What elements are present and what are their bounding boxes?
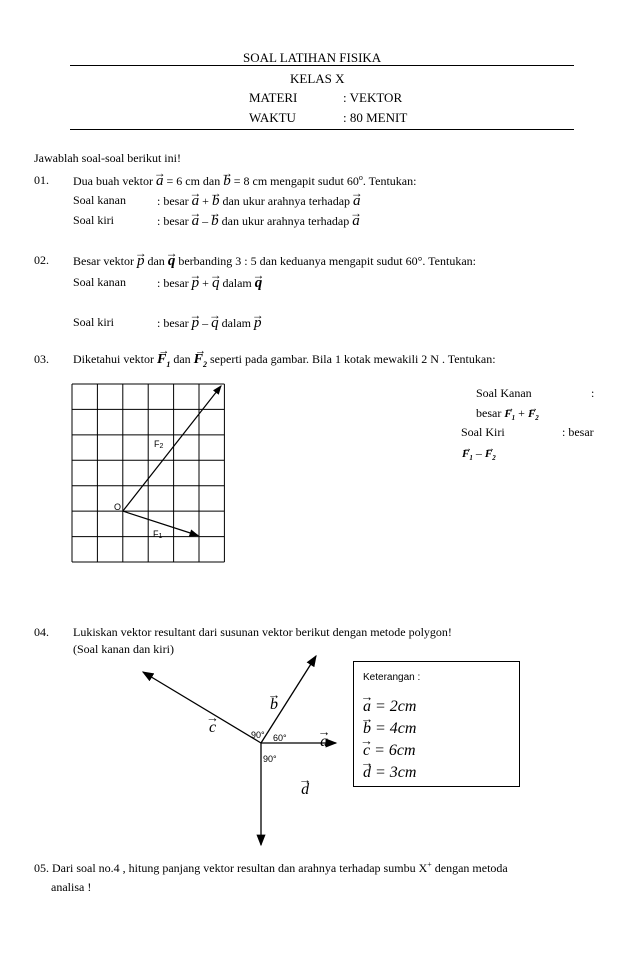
plus-sign: + xyxy=(202,194,209,208)
q3-post: seperti pada gambar. Bila 1 kotak mewakili 2 N . Tentukan: xyxy=(210,352,496,366)
keterangan-item-c: → c = 6cm xyxy=(363,743,416,759)
q5-line1: 05. Dari soal no.4 , hitung panjang vektor resultan dan arahnya terhadap sumbu X+ dengan metoda xyxy=(34,860,508,875)
q3-pre: Diketahui vektor xyxy=(73,352,154,366)
page-title: SOAL LATIHAN FISIKA xyxy=(243,50,382,65)
q3-kiri-label: Soal Kiri xyxy=(461,425,505,439)
vector-c-arrow xyxy=(143,672,261,743)
q2-number: 02. xyxy=(34,253,49,267)
q2-kanan-mid: dalam xyxy=(222,276,252,290)
q2-kanan-pre: : besar xyxy=(157,276,189,290)
waktu-value: : 80 MENIT xyxy=(343,110,408,125)
q2-kiri-mid: dalam xyxy=(221,316,251,330)
f1-label: F1 xyxy=(153,529,163,540)
keterangan-box xyxy=(353,661,520,787)
keterangan-title: Keterangan : xyxy=(363,672,421,683)
vector-f2: → $F_2$ xyxy=(194,353,207,369)
vector-f2-arrow xyxy=(123,386,221,511)
q1-kiri-pre: : besar xyxy=(157,214,189,228)
minus-sign: – xyxy=(202,316,209,330)
vector-a: → a xyxy=(352,214,360,229)
vector-p: → p xyxy=(254,316,262,331)
q2-pre: Besar vektor xyxy=(73,254,134,268)
plus-sign: + xyxy=(202,276,209,290)
label-vector-c: → c xyxy=(209,720,216,736)
q3-kiri-besar: : besar xyxy=(562,425,594,439)
vector-a: → a xyxy=(192,214,200,229)
vector-a: → a xyxy=(353,194,361,209)
angle-ba-label: 60° xyxy=(273,733,287,743)
q4-text: Lukiskan vektor resultant dari susunan vektor berikut dengan metode polygon! xyxy=(73,625,452,639)
q3-kanan-colon: : xyxy=(591,386,595,400)
vector-q: → q xyxy=(211,316,219,331)
vector-b: → b xyxy=(223,174,231,189)
q3-number: 03. xyxy=(34,352,49,366)
q4-number: 04. xyxy=(34,625,49,639)
materi-value: : VEKTOR xyxy=(343,90,403,105)
vector-f1-arrow xyxy=(123,511,198,535)
q2-dan: dan xyxy=(147,254,165,268)
q2-kiri-label: Soal kiri xyxy=(73,315,114,329)
vector-q: → q xyxy=(255,276,263,291)
q4-sub: (Soal kanan dan kiri) xyxy=(73,642,174,656)
q2-kiri-pre: : besar xyxy=(157,316,189,330)
q3-kanan-text: besar → $F_1$ + → $F_2$ xyxy=(476,407,539,422)
degree-sup: o xyxy=(358,173,363,182)
q1-a-val: = 6 cm dan xyxy=(166,174,221,188)
instruction: Jawablah soal-soal berikut ini! xyxy=(34,151,181,165)
label-vector-d: → d xyxy=(301,782,309,798)
vector-a: → a xyxy=(192,194,200,209)
vector-b: → b xyxy=(212,194,220,209)
q1-pre: Dua buah vektor xyxy=(73,174,153,188)
q1-kanan-mid: dan ukur arahnya terhadap xyxy=(222,194,351,208)
materi-label: MATERI xyxy=(249,90,298,105)
vector-p: → p xyxy=(137,254,145,269)
vector-b: → b xyxy=(211,214,219,229)
f2-label: F2 xyxy=(154,439,164,450)
q1-kanan-pre: : besar xyxy=(157,194,189,208)
q3-kanan-besar: besar xyxy=(476,406,502,420)
vector-a: → a xyxy=(156,174,164,189)
q2-kanan-label: Soal kanan xyxy=(73,275,126,289)
kelas-label: KELAS X xyxy=(290,71,345,86)
q1-post: . Tentukan: xyxy=(362,174,417,188)
q1-kiri-label: Soal kiri xyxy=(73,213,114,227)
label-vector-b: → b xyxy=(270,697,278,713)
q1-kiri-mid: dan ukur arahnya terhadap xyxy=(221,214,350,228)
waktu-label: WAKTU xyxy=(249,110,296,125)
q1-kanan-label: Soal kanan xyxy=(73,193,126,207)
q3-kiri-text: → $F_1$ – → $F_2$ xyxy=(462,447,496,462)
q1-number: 01. xyxy=(34,173,49,187)
label-vector-a: → a xyxy=(320,734,328,750)
keterangan-item-d: → d = 3cm xyxy=(363,765,416,781)
angle-ad-label: 90° xyxy=(263,754,277,764)
keterangan-item-b: → b = 4cm xyxy=(363,721,416,737)
vector-q: → q xyxy=(168,254,176,269)
q1-b-val: = 8 cm mengapit sudut 60 xyxy=(233,174,359,188)
vector-p: → p xyxy=(192,276,200,291)
minus-sign: – xyxy=(202,214,209,228)
q5-line2: analisa ! xyxy=(51,880,92,894)
vector-p: → p xyxy=(192,316,200,331)
origin-label: O xyxy=(114,502,122,512)
keterangan-item-a: → a = 2cm xyxy=(363,699,416,715)
angle-cb-label: 90° xyxy=(251,730,265,740)
q2-post: berbanding 3 : 5 dan keduanya mengapit sudut 60°. Tentukan: xyxy=(178,254,476,268)
vector-q: → q xyxy=(212,276,220,291)
vector-f1: → $F_1$ xyxy=(157,353,170,369)
q3-kanan-label: Soal Kanan xyxy=(476,386,532,400)
q3-dan: dan xyxy=(173,352,191,366)
